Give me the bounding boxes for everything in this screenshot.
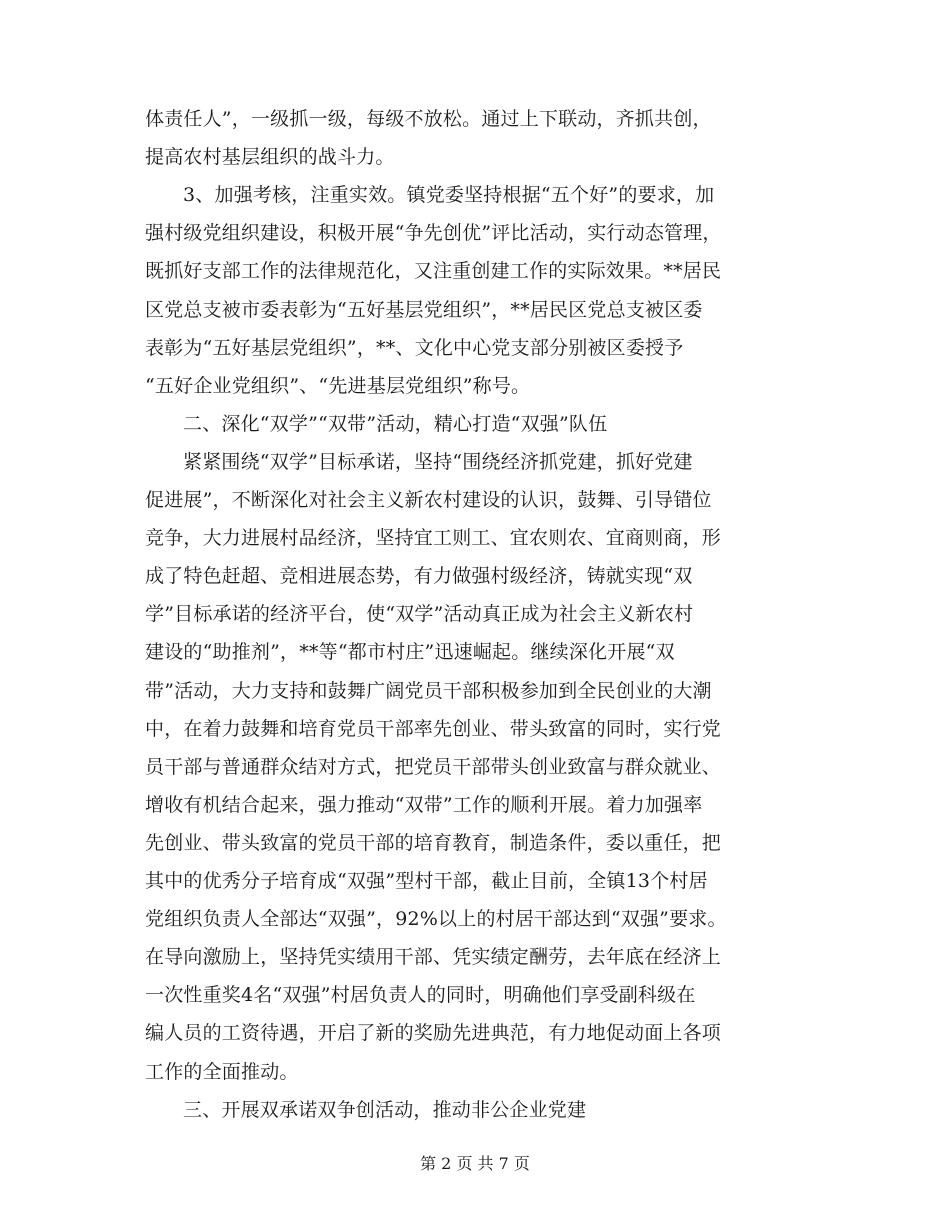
body-text-line: 工作的全面推动。 [145, 1061, 299, 1083]
body-text-line: “五好企业党组织”、“先进基层党组织”称号。 [145, 375, 531, 397]
body-text-line: 在导向激励上，坚持凭实绩用干部、凭实绩定酬劳，去年底在经济上 [145, 946, 722, 968]
body-text-line: 其中的优秀分子培育成“双强”型村干部，截止目前，全镇13个村居 [145, 870, 708, 892]
body-text-line: 强村级党组织建设，积极开展“争先创优”评比活动，实行动态管理， [145, 222, 722, 244]
body-text-line: 促进展”，不断深化对社会主义新农村建设的认识，鼓舞、引导错位 [145, 489, 712, 511]
body-text-line: 紧紧围绕“双学”目标承诺，坚持“围绕经济抓党建，抓好党建 [183, 451, 693, 473]
section-heading: 二、深化“双学”“双带”活动，精心打造“双强”队伍 [183, 413, 608, 435]
body-text-line: 既抓好支部工作的法律规范化，又注重创建工作的实际效果。**居民 [145, 260, 722, 282]
body-text-line: 表彰为“五好基层党组织”，**、文化中心党支部分别被区委授予 [145, 337, 684, 359]
page-number-footer: 第 2 页 共 7 页 [420, 1154, 530, 1173]
body-text-line: 成了特色赶超、竞相进展态势，有力做强村级经济，铸就实现“双 [145, 565, 693, 587]
section-heading: 三、开展双承诺双争创活动，推动非公企业党建 [183, 1099, 587, 1121]
body-text-line: 一次性重奖4名“双强”村居负责人的同时，明确他们享受副科级在 [145, 984, 696, 1006]
body-text-line: 区党总支被市委表彰为“五好基层党组织”，**居民区党总支被区委 [145, 299, 703, 321]
body-text-line: 先创业、带头致富的党员干部的培育教育，制造条件，委以重任，把 [145, 832, 722, 854]
body-text-line: 提高农村基层组织的战斗力。 [145, 146, 395, 168]
body-text-line: 中，在着力鼓舞和培育党员干部率先创业、带头致富的同时，实行党 [145, 718, 722, 740]
body-text-line: 建设的“助推剂”，**等“都市村庄”迅速崛起。继续深化开展“双 [145, 641, 675, 663]
body-text-line: 竞争，大力进展村品经济，坚持宜工则工、宜农则农、宜商则商，形 [145, 527, 722, 549]
body-text-line: 员干部与普通群众结对方式，把党员干部带头创业致富与群众就业、 [145, 756, 722, 778]
body-text-line: 党组织负责人全部达“双强”，92%以上的村居干部达到“双强”要求。 [145, 908, 727, 930]
body-text-line: 编人员的工资待遇，开启了新的奖励先进典范，有力地促动面上各项 [145, 1022, 722, 1044]
body-text-line: 带”活动，大力支持和鼓舞广阔党员干部积极参加到全民创业的大潮 [145, 680, 712, 702]
body-text-line: 增收有机结合起来，强力推动“双带”工作的顺利开展。着力加强率 [145, 794, 703, 816]
body-text-line: 体责任人”，一级抓一级，每级不放松。通过上下联动，齐抓共创， [145, 108, 712, 130]
body-text-line: 学”目标承诺的经济平台，使“双学”活动真正成为社会主义新农村 [145, 603, 694, 625]
body-text-line: 3、加强考核，注重实效。镇党委坚持根据“五个好”的要求，加 [183, 184, 715, 206]
